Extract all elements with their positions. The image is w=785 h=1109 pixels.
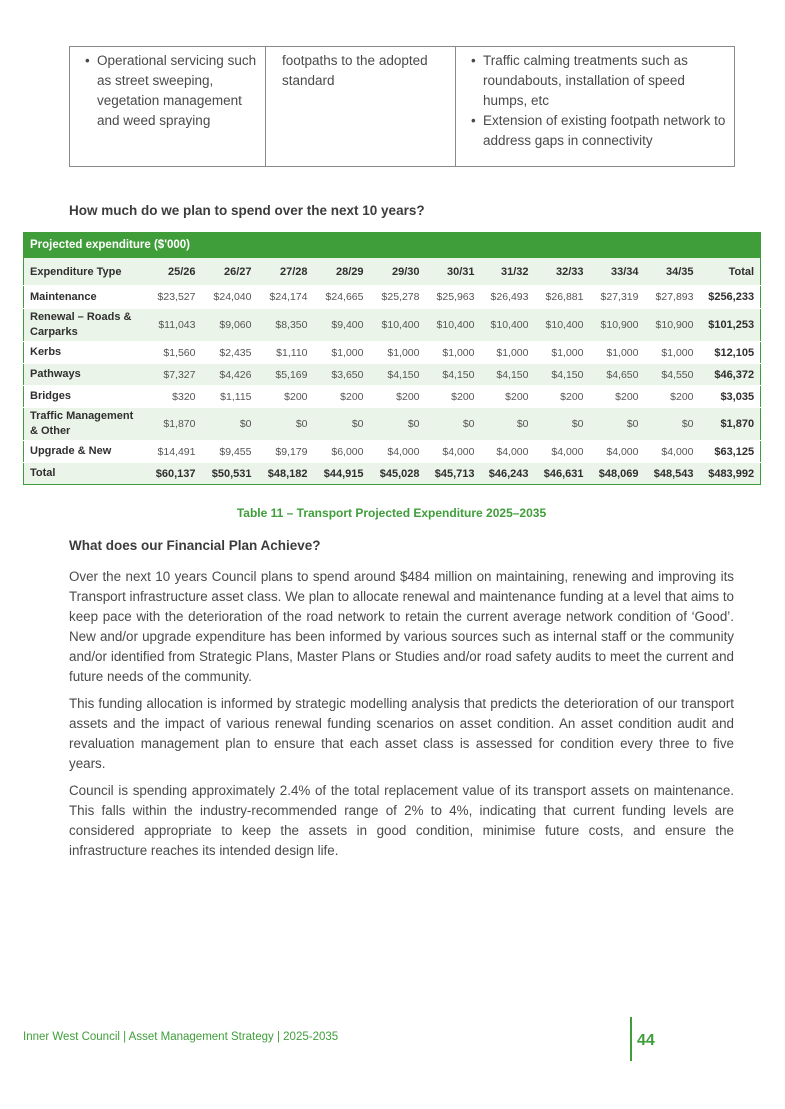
table-row [24, 364, 761, 386]
table-cell: $200 [370, 386, 426, 408]
row-total: $256,233 [700, 286, 761, 309]
table-cell: $4,426 [202, 364, 258, 386]
column-header: Total [700, 258, 761, 286]
table-cell: $0 [314, 408, 370, 441]
table-cell: $1,110 [258, 342, 314, 364]
table-cell: $9,060 [202, 309, 258, 342]
table-cell: $10,900 [645, 309, 700, 342]
services-row [70, 47, 735, 167]
services-table [69, 46, 735, 167]
table-cell: $200 [645, 386, 700, 408]
table-cell: $200 [426, 386, 481, 408]
table-cell: $0 [258, 408, 314, 441]
table-cell: $10,400 [370, 309, 426, 342]
table-cell: $4,000 [481, 441, 535, 463]
list-item: footpaths to the adopted standard [282, 53, 428, 88]
table-cell: $3,650 [314, 364, 370, 386]
row-total: $46,372 [700, 364, 761, 386]
table-cell: $6,000 [314, 441, 370, 463]
table-cell: $4,150 [370, 364, 426, 386]
table-cell: $1,000 [590, 342, 645, 364]
services-cell-upgrades [456, 47, 735, 167]
column-header: 34/35 [645, 258, 700, 286]
table-cell: $60,137 [147, 463, 202, 485]
table-cell: $48,182 [258, 463, 314, 485]
column-header: 29/30 [370, 258, 426, 286]
table-cell: $200 [481, 386, 535, 408]
table-cell: $0 [426, 408, 481, 441]
table-cell: $4,150 [481, 364, 535, 386]
section-heading: How much do we plan to spend over the next 10 years? [69, 203, 425, 218]
table-row [24, 286, 761, 309]
table-cell: $0 [202, 408, 258, 441]
table-cell: $25,278 [370, 286, 426, 309]
list-item: • Traffic calming treatments such as roundabouts, installation of speed humps, etc [456, 51, 734, 111]
table-cell: $1,115 [202, 386, 258, 408]
expenditure-table-wrapper [23, 232, 760, 485]
row-label: Kerbs [24, 342, 147, 364]
table-cell: $10,400 [535, 309, 590, 342]
column-header: 26/27 [202, 258, 258, 286]
table-cell: $5,169 [258, 364, 314, 386]
table-cell: $27,893 [645, 286, 700, 309]
table-cell: $26,881 [535, 286, 590, 309]
table-cell: $48,543 [645, 463, 700, 485]
table-cell: $45,713 [426, 463, 481, 485]
table-cell: $46,243 [481, 463, 535, 485]
table-cell: $1,000 [535, 342, 590, 364]
services-cell-footpaths [266, 47, 456, 167]
table-cell: $7,327 [147, 364, 202, 386]
column-header: 27/28 [258, 258, 314, 286]
subheading: What does our Financial Plan Achieve? [69, 538, 321, 553]
expenditure-table [23, 232, 761, 485]
table-cell: $14,491 [147, 441, 202, 463]
table-cell: $27,319 [590, 286, 645, 309]
table-cell: $4,000 [426, 441, 481, 463]
table-cell: $10,400 [481, 309, 535, 342]
row-label: Bridges [24, 386, 147, 408]
row-label: Upgrade & New [24, 441, 147, 463]
row-total: $483,992 [700, 463, 761, 485]
table-cell: $10,900 [590, 309, 645, 342]
table-cell: $9,179 [258, 441, 314, 463]
table-cell: $24,040 [202, 286, 258, 309]
paragraph: This funding allocation is informed by strategic modelling analysis that predicts the deterioration of our transport assets and the impact of various renewal funding scenarios on asset condition. An asset condition audit and revaluation management plan to ensure that each asset class is assessed for condition every three to five years. [69, 696, 734, 771]
column-header: 25/26 [147, 258, 202, 286]
table-cell: $1,000 [645, 342, 700, 364]
table-cell: $9,455 [202, 441, 258, 463]
column-header: 28/29 [314, 258, 370, 286]
table-caption: Table 11 – Transport Projected Expenditure 2025–2035 [236, 506, 547, 520]
row-total: $101,253 [700, 309, 761, 342]
table-cell: $25,963 [426, 286, 481, 309]
column-header: 33/34 [590, 258, 645, 286]
paragraph: Over the next 10 years Council plans to spend around $484 million on maintaining, renewing and improving its Transport infrastructure asset class. We plan to allocate renewal and maintenance funding at a level that aims to keep pace with the deterioration of the road network to retain the current average network condition of ‘Good’. New and/or upgrade expenditure has been informed by various sources such as internal staff or the community and/or identified from Strategic Plans, Master Plans or Studies and/or road safety audits to meet the current and future needs of the community. [69, 569, 734, 684]
expenditure-table-body [24, 286, 761, 485]
table-cell: $0 [645, 408, 700, 441]
table-cell: $44,915 [314, 463, 370, 485]
table-cell: $4,000 [590, 441, 645, 463]
table-cell: $4,000 [645, 441, 700, 463]
column-header: 30/31 [426, 258, 481, 286]
table-cell: $1,560 [147, 342, 202, 364]
table-total-row [24, 463, 761, 485]
table-cell: $200 [314, 386, 370, 408]
table-cell: $4,150 [426, 364, 481, 386]
footer-text: Inner West Council | Asset Management Strategy | 2025-2035 [23, 1031, 339, 1043]
table-cell: $1,870 [147, 408, 202, 441]
table-row [24, 342, 761, 364]
services-cell-operational [70, 47, 266, 167]
table-row [24, 441, 761, 463]
table-cell: $24,665 [314, 286, 370, 309]
table-cell: $23,527 [147, 286, 202, 309]
table-header-row [24, 258, 761, 286]
table-cell: $200 [590, 386, 645, 408]
table-cell: $4,000 [535, 441, 590, 463]
paragraph: Council is spending approximately 2.4% of the total replacement value of its transport assets on maintenance. This falls within the industry-recommended range of 2% to 4%, indicating that current funding levels are considered appropriate to keep the assets in good condition, minimise future costs, and ensure the infrastructure reaches its intended design life. [69, 783, 734, 858]
row-label: Maintenance [24, 286, 147, 309]
table-cell: $200 [535, 386, 590, 408]
table-cell: $11,043 [147, 309, 202, 342]
table-cell: $1,000 [370, 342, 426, 364]
table-cell: $0 [535, 408, 590, 441]
column-header: 32/33 [535, 258, 590, 286]
table-cell: $2,435 [202, 342, 258, 364]
table-cell: $320 [147, 386, 202, 408]
table-cell: $200 [258, 386, 314, 408]
table-cell: $0 [590, 408, 645, 441]
page-number: 44 [637, 1032, 655, 1049]
table-cell: $50,531 [202, 463, 258, 485]
column-header: 31/32 [481, 258, 535, 286]
list-item: • Extension of existing footpath network to address gaps in connectivity [456, 111, 734, 151]
table-row [24, 309, 761, 342]
table-cell: $26,493 [481, 286, 535, 309]
row-total: $1,870 [700, 408, 761, 441]
table-cell: $1,000 [481, 342, 535, 364]
row-label: Pathways [24, 364, 147, 386]
row-label: Traffic Management & Other [24, 408, 147, 441]
table-cell: $10,400 [426, 309, 481, 342]
table-cell: $46,631 [535, 463, 590, 485]
table-cell: $8,350 [258, 309, 314, 342]
table-cell: $4,650 [590, 364, 645, 386]
table-cell: $45,028 [370, 463, 426, 485]
list-item: • Operational servicing such as street sweeping, vegetation management and weed spraying [70, 51, 265, 131]
table-row [24, 386, 761, 408]
table-title-row [24, 233, 761, 258]
table-cell: $1,000 [426, 342, 481, 364]
row-total: $63,125 [700, 441, 761, 463]
table-cell: $4,550 [645, 364, 700, 386]
table-cell: $4,150 [535, 364, 590, 386]
table-cell: $0 [481, 408, 535, 441]
table-cell: $1,000 [314, 342, 370, 364]
table-cell: $24,174 [258, 286, 314, 309]
table-cell: $4,000 [370, 441, 426, 463]
footer-divider [630, 1017, 632, 1061]
table-cell: $48,069 [590, 463, 645, 485]
table-row [24, 408, 761, 441]
table-title: Projected expenditure ($'000) [24, 233, 761, 258]
row-label: Total [24, 463, 147, 485]
row-total: $12,105 [700, 342, 761, 364]
column-header: Expenditure Type [24, 258, 147, 286]
row-total: $3,035 [700, 386, 761, 408]
row-label: Renewal – Roads & Carparks [24, 309, 147, 342]
table-cell: $0 [370, 408, 426, 441]
table-cell: $9,400 [314, 309, 370, 342]
